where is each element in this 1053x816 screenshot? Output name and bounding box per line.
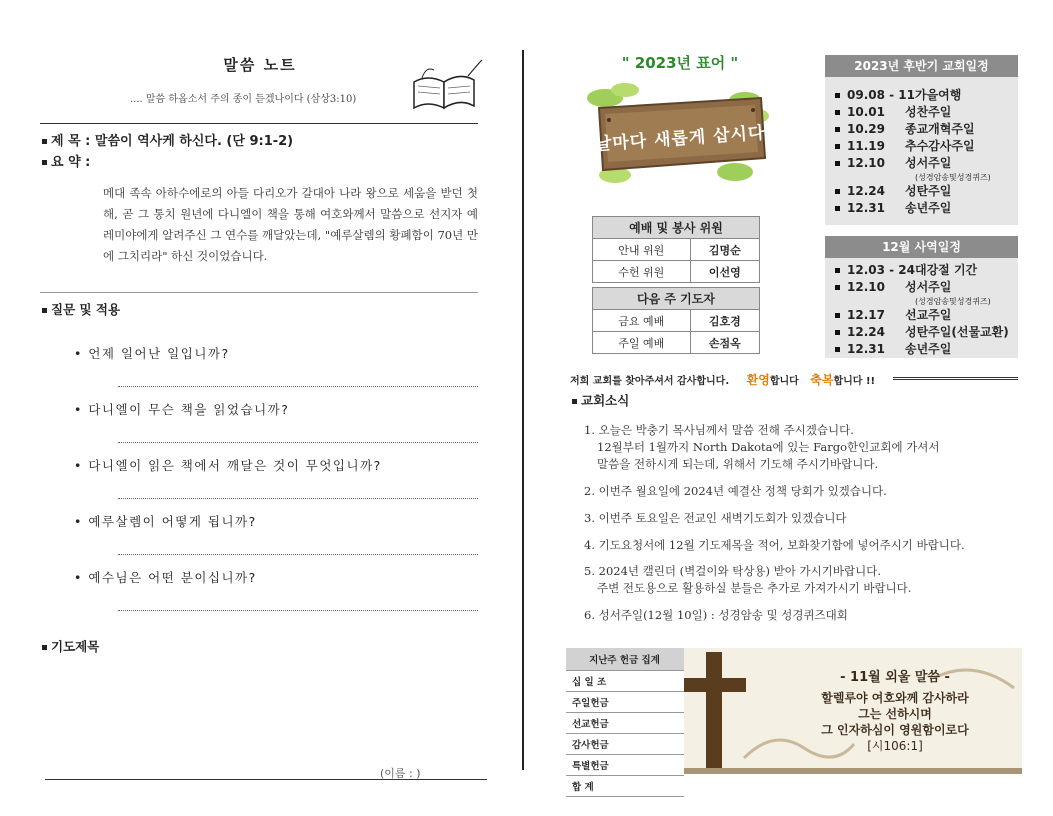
summary-text: 메대 족속 아하수에로의 아들 다리오가 갈대아 나라 왕으로 세움을 받던 첫 해, 곧 그 통치 원년에 다니엘이 책을 통해 여호와께서 말씀으로 선지자 예레미야에게 알려주신 그 연수를 깨달았는데, "예루살렘의 황폐함이 70년 만에 그치리라" 하신 것이었습니다. [103,186,478,263]
news-item-4: 4. 기도요청서에 12월 기도제목을 적어, 보화찾기함에 넣어주시기 바랍니다. [584,538,965,552]
service-role: 안내 위원 [593,239,691,261]
schedule-item: 12.10 성서주일 [825,155,1018,172]
service-header: 예배 및 봉사 위원 [593,217,760,239]
question-5: • 예수님은 어떤 분이십니까? [74,570,257,585]
december-note: (성경암송및성경퀴즈) [915,297,991,306]
prayer-leader-table [592,287,760,354]
summary-label: 요 약 : [42,151,90,170]
name-label: (이름 : ) [380,767,421,780]
news-item-1-cont: 12월부터 1월까지 North Dakota에 있는 Fargo한인교회에 가셔서 [597,440,940,454]
page-divider [522,50,524,770]
news-item-5: 5. 2024년 캘린더 (벽걸이와 탁상용) 받아 가시기바랍니다. [584,564,881,578]
answer-line-2[interactable] [118,442,478,443]
answer-line-5[interactable] [118,610,478,611]
qa-heading: 질문 및 적용 [42,300,120,318]
motto-title: " 2023년 표어 " [621,54,739,72]
service-table [592,216,760,283]
december-panel [825,236,1018,358]
december-item: 12.10 성서주일 [825,279,1018,296]
sermon-topic: 제 목 : 말씀이 역사케 하신다. (단 9:1-2) [42,130,293,149]
answer-line-4[interactable] [118,554,478,555]
news-item-3: 3. 이번주 토요일은 전교인 새벽기도회가 있겠습니다 [584,511,847,525]
schedule-item: 12.24 성탄주일 [825,183,1018,200]
news-item-2: 2. 이번주 월요일에 2024년 예결산 정책 당회가 있겠습니다. [584,484,887,498]
offering-row: 특별헌금 [566,755,684,776]
bible-icon [408,58,486,114]
prayer-leader-header: 다음 주 기도자 [593,288,760,310]
question-4: • 예루살렘이 어떻게 됩니까? [74,514,257,529]
december-item: 12.03 - 24대강절 기간 [825,262,1018,279]
schedule-item: 12.31 송년주일 [825,200,1018,217]
qa-rule [40,292,478,293]
service-person: 이선영 [690,261,759,283]
prayer-service: 금요 예배 [593,310,691,332]
offering-row: 선교헌금 [566,713,684,734]
question-2: • 다니엘이 무슨 책을 읽었습니까? [74,402,290,417]
december-item: 12.24 성탄주일(선물교환) [825,324,1018,341]
december-item: 12.17 선교주일 [825,307,1018,324]
question-3: • 다니엘이 읽은 책에서 깨달은 것이 무엇입니까? [74,458,382,473]
offering-row: 감사헌금 [566,734,684,755]
welcome-rule [893,377,1018,380]
offering-row: 합 계 [566,776,684,797]
welcome-message: 저희 교회를 찾아주셔서 감사합니다. 환영합니다 축복합니다 !! [570,373,876,387]
schedule-item: 10.29 종교개혁주일 [825,121,1018,138]
verse-title: - 11월 외울 말씀 - [840,670,950,685]
note-subtitle: .... 말씀 하옵소서 주의 종이 듣겠나이다 (삼상3:10) [130,94,357,105]
service-person: 김명순 [690,239,759,261]
news-item-1-cont: 말씀을 전하시게 되는데, 위해서 기도해 주시기바랍니다. [597,457,879,471]
question-1: • 언제 일어난 일입니까? [74,346,230,361]
news-item-6: 6. 성서주일(12월 10일) : 성경암송 및 성경퀴즈대회 [584,608,848,622]
schedule-note: (성경암송및성경퀴즈) [915,173,991,182]
prayer-leader: 손점옥 [690,332,759,354]
name-line [45,779,487,780]
schedule-item: 09.08 - 11가을여행 [825,87,1018,104]
prayer-heading: 기도제목 [42,637,99,655]
verse-text: 할렐루야 여호와께 감사하라 그는 선하시며 그 인자하심이 영원함이로다 [시106:1] [770,690,1020,754]
news-item-1: 1. 오늘은 박충기 목사님께서 말씀 전해 주시겠습니다. [584,423,854,437]
news-item-5-cont: 주변 전도용으로 활용하실 분들은 추가로 가져가시기 바랍니다. [597,581,912,595]
prayer-service: 주일 예배 [593,332,691,354]
title-rule [40,123,478,124]
news-heading: 교회소식 [572,391,629,409]
schedule-item: 11.19 추수감사주일 [825,138,1018,155]
offering-header: 지난주 헌금 집계 [566,648,684,671]
service-role: 수헌 위원 [593,261,691,283]
offering-table [566,648,684,797]
december-item: 12.31 송년주일 [825,341,1018,358]
schedule-item: 10.01 성찬주일 [825,104,1018,121]
answer-line-3[interactable] [118,498,478,499]
schedule-panel [825,55,1018,225]
offering-row: 십 일 조 [566,671,684,692]
motto-text: 날마다 새롭게 삽시다 [594,123,766,155]
schedule-header: 2023년 후반기 교회일정 [825,55,1018,77]
note-title: 말씀 노트 [223,56,297,74]
prayer-leader: 김호경 [690,310,759,332]
verse-ref: [시106:1] [867,739,923,753]
december-header: 12월 사역일정 [825,236,1018,258]
answer-line-1[interactable] [118,386,478,387]
offering-row: 주일헌금 [566,692,684,713]
